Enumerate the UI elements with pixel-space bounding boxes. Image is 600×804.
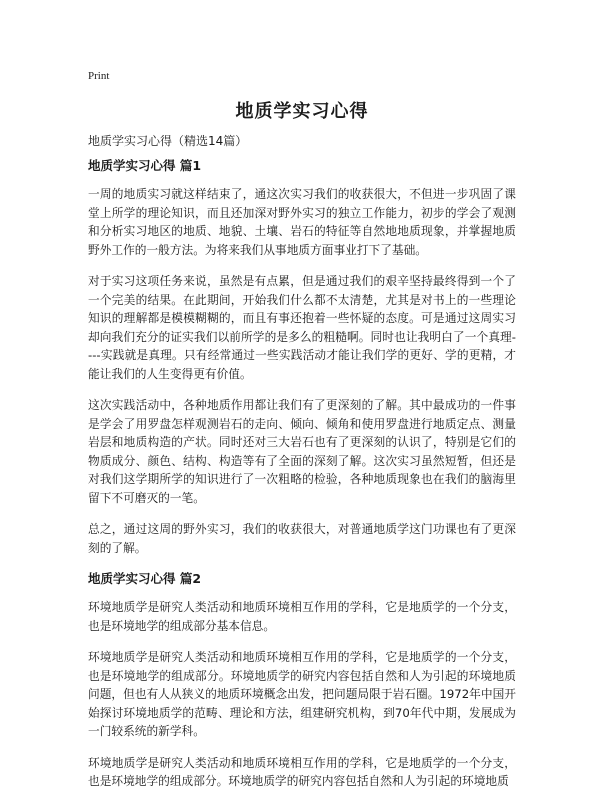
section-1-paragraph-1: 一周的地质实习就这样结束了，通这次实习我们的收获很大，不但进一步巩固了课堂上所学的理论知识，而且还加深对野外实习的独立工作能力，初步的学会了观测和分析实习地区的地质、地貌、土壤、岩石的特征等自然地地质现象，并掌握地质野外工作的一般方法。为将来我们从事地质方面事业打下了基础。 — [88, 187, 516, 257]
section-heading-2: 地质学实习心得 篇2 — [88, 571, 202, 586]
section-2-paragraph-2: 环境地质学是研究人类活动和地质环境相互作用的学科，它是地质学的一个分支，也是环境地学的组成部分。环境地质学的研究内容包括自然和人为引起的环境地质问题，但也有人从狭义的地质环境概念出发，把问题局限于岩石圈。1972年中国开始探讨环境地质学的范畴、理论和方法，组建研究机构，到70年代中期，发展成为一门较系统的新学科。 — [88, 650, 516, 738]
document-subtitle: 地质学实习心得（精选14篇） — [88, 134, 248, 148]
section-2-paragraph-1: 环境地质学是研究人类活动和地质环境相互作用的学科，它是地质学的一个分支，也是环境地学的组成部分基本信息。 — [88, 600, 516, 633]
section-1-paragraph-3: 这次实践活动中，各种地质作用都让我们有了更深刻的了解。其中最成功的一件事是学会了用罗盘怎样观测岩石的走向、倾向、倾角和使用罗盘进行地质定点、测量岩层和地质构造的产状。同时还对三大岩石也有了更深刻的认识了，特别是它们的物质成分、颜色、结构、构造等有了全面的深刻了解。这次实习虽然短暂，但还是对我们这学期所学的知识进行了一次粗略的检验，各种地质现象也在我们的脑海里留下不可磨灭的一笔。 — [88, 398, 516, 505]
section-1-paragraph-4: 总之，通过这周的野外实习，我们的收获很大，对普通地质学这门功课也有了更深刻的了解。 — [88, 522, 516, 555]
section-heading-1: 地质学实习心得 篇1 — [88, 158, 202, 173]
section-1-paragraph-2: 对于实习这项任务来说，虽然是有点累，但是通过我们的艰辛坚持最终得到一个了一个完美的结果。在此期间，开始我们什么都不太清楚，尤其是对书上的一些理论知识的理解都是模模糊糊的，而且有事还抱着一些怀疑的态度。可是通过这周实习却向我们充分的证实我们以前所学的是多么的粗糙啊。同时也让我明白了一个真理----实践就是真理。只有经常通过一些实践活动才能让我们学的更好、学的更精，才能让我们的人生变得更有价值。 — [88, 274, 516, 381]
section-2-paragraph-3: 环境地质学是研究人类活动和地质环境相互作用的学科，它是地质学的一个分支，也是环境地学的组成部分。环境地质学的研究内容包括自然和人为引起的环境地质 — [88, 755, 516, 788]
print-link[interactable]: Print — [88, 70, 110, 82]
page-title: 地质学实习心得 — [235, 101, 369, 122]
document-body — [88, 157, 516, 804]
